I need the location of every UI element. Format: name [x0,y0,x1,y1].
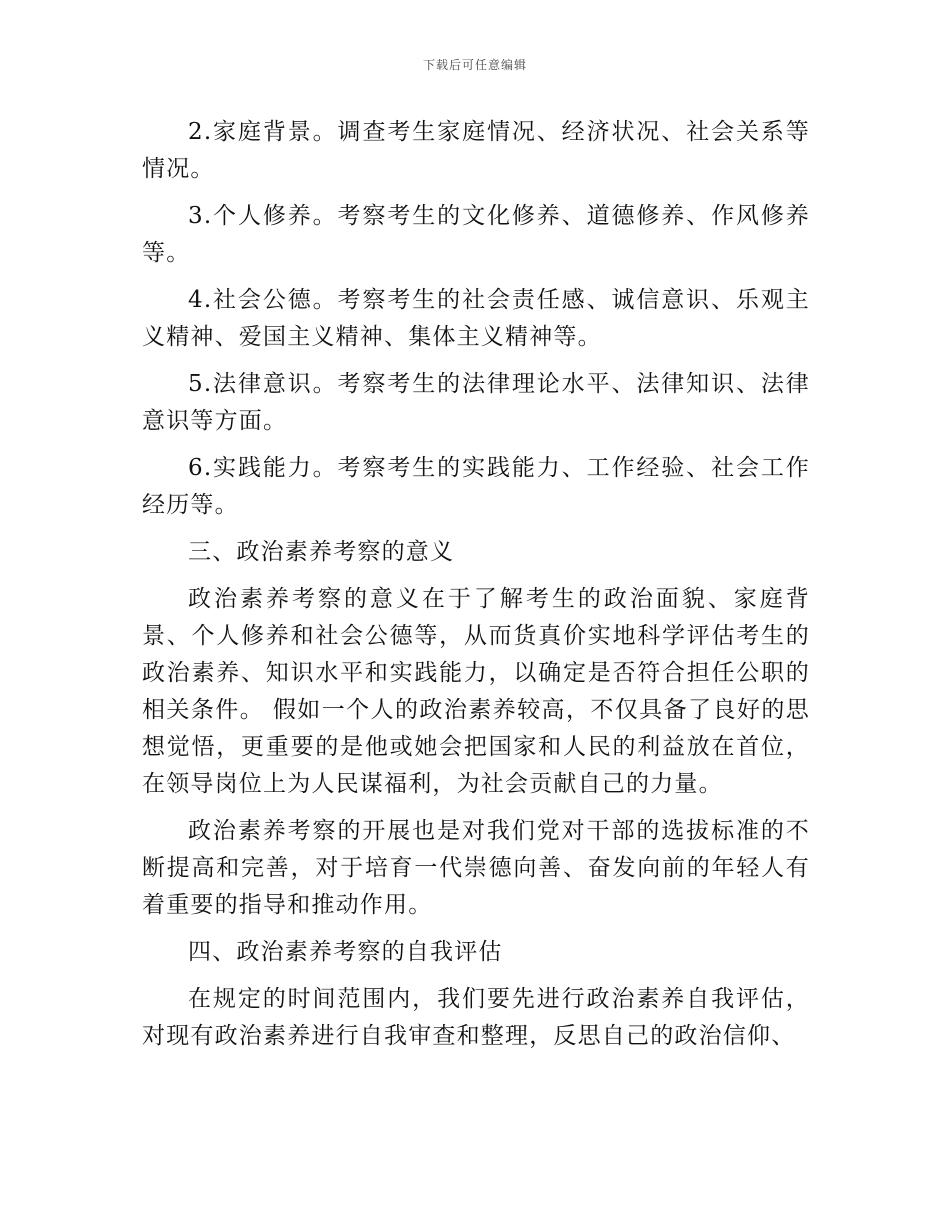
page-header: 下载后可任意编辑 [422,58,527,72]
section-heading-self-assessment: 四、政治素养考察的自我评估 [188,939,503,965]
document-body [142,114,810,1065]
section-heading-significance: 三、政治素养考察的意义 [188,539,455,565]
paragraph-family-background: 2.家庭背景。调查考生家庭情况、经济状况、社会关系等情况。 [142,119,810,182]
paragraph-selection-standards: 政治素养考察的开展也是对我们党对干部的选拔标准的不断提高和完善，对于培育一代崇德向善、奋发向前的年轻人有着重要的指导和推动作用。 [142,818,810,918]
paragraph-significance: 政治素养考察的意义在于了解考生的政治面貌、家庭背景、个人修养和社会公德等，从而货真价实地科学评估考生的政治素养、知识水平和实践能力，以确定是否符合担任公职的相关条件。 假如一个人的政治素养较高，不仅具备了良好的思想觉悟，更重要的是他或她会把国家和人民的利益放在首位，在领导岗位上为人民谋福利，为社会贡献自己的力量。 [142,586,810,797]
paragraph-self-assessment: 在规定的时间范围内，我们要先进行政治素养自我评估，对现有政治素养进行自我审查和整理，反思自己的政治信仰、 [142,986,810,1049]
paragraph-practical-ability: 6.实践能力。考察考生的实践能力、工作经验、社会工作经历等。 [142,455,810,518]
paragraph-legal-awareness: 5.法律意识。考察考生的法律理论水平、法律知识、法律意识等方面。 [142,371,810,434]
paragraph-social-morality: 4.社会公德。考察考生的社会责任感、诚信意识、乐观主义精神、爱国主义精神、集体主义精神等。 [142,287,810,350]
paragraph-personal-cultivation: 3.个人修养。考察考生的文化修养、道德修养、作风修养等。 [142,203,810,266]
